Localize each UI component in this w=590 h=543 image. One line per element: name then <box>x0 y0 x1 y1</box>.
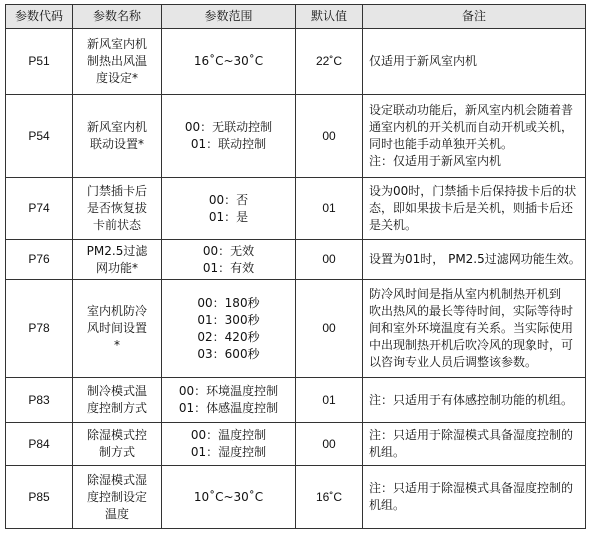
param-range-line: 01：联动控制 <box>190 137 267 151</box>
header-notes: 备注 <box>363 5 586 29</box>
param-notes-line: 中出现制热开机后吹冷风的现象时，可 <box>369 338 574 352</box>
param-code: P76 <box>6 240 73 280</box>
param-range-line: 00：180秒 <box>197 295 260 310</box>
param-notes-line: 机组。 <box>369 445 406 459</box>
param-code: P85 <box>6 466 73 529</box>
param-range-line: 00：无联动控制 <box>184 120 273 134</box>
param-range-line: 01：湿度控制 <box>190 445 267 459</box>
param-notes <box>363 466 586 529</box>
param-range <box>162 423 296 466</box>
param-name-line: * <box>114 338 120 352</box>
param-name <box>73 280 162 378</box>
param-default: 22˚C <box>296 29 363 95</box>
param-name-line: 联动设置* <box>89 137 144 151</box>
param-name-line: 卡前状态 <box>92 218 141 232</box>
param-range <box>162 280 296 378</box>
param-range-line: 10˚C~30˚C <box>193 489 264 504</box>
param-name <box>73 466 162 529</box>
header-range: 参数范围 <box>162 5 296 29</box>
param-range <box>162 95 296 178</box>
param-range-line: 03：600秒 <box>197 346 260 361</box>
header-name: 参数名称 <box>73 5 162 29</box>
param-default: 00 <box>296 240 363 280</box>
param-code: P84 <box>6 423 73 466</box>
param-name-line: 温度 <box>104 506 129 521</box>
param-notes-line: 仅适用于新风室内机 <box>369 54 478 68</box>
param-notes-line: 态，即如果拔卡后是关机，则插卡后还 <box>369 201 574 215</box>
param-notes-line: 同时也能手动单独开关机。 <box>369 137 514 151</box>
param-range <box>162 29 296 95</box>
param-default: 00 <box>296 95 363 178</box>
param-name <box>73 423 162 466</box>
param-code: P51 <box>6 29 73 95</box>
param-code: P54 <box>6 95 73 178</box>
param-default: 01 <box>296 378 363 423</box>
param-notes-line: 通室内机的开关机而自动开机或关机， <box>369 120 574 134</box>
param-name-line: 门禁插卡后 <box>86 184 147 198</box>
param-notes <box>363 240 586 280</box>
param-notes-line: 以咨询专业人员后调整该参数。 <box>369 355 538 369</box>
param-range-line: 00：环境温度控制 <box>178 384 279 398</box>
param-notes-line: 注：只适用于有体感控制功能的机组。 <box>369 392 574 407</box>
param-name-line: 是否恢复拔 <box>86 201 147 215</box>
param-notes-line: 注：仅适用于新风室内机 <box>369 154 502 168</box>
header-default: 默认值 <box>296 5 363 29</box>
param-name-line: 除湿模式控 <box>86 428 147 442</box>
param-notes-line: 吹出热风的最长等待时间，实际等待时 <box>369 304 574 318</box>
param-name-line: 新风室内机 <box>86 37 147 51</box>
param-range <box>162 466 296 529</box>
table-row <box>6 29 586 95</box>
param-default: 16˚C <box>296 466 363 529</box>
param-name-line: 度设定* <box>95 71 138 85</box>
param-name-line: 制热出风温 <box>86 54 147 68</box>
table-row <box>6 240 586 280</box>
param-notes-line: 设为00时，门禁插卡后保持拔卡后的状 <box>369 184 577 198</box>
param-range-line: 01：体感温度控制 <box>178 401 279 415</box>
param-notes-line: 防冷风时间是指从室内机制热开机到 <box>369 287 562 301</box>
param-notes <box>363 29 586 95</box>
param-range <box>162 240 296 280</box>
parameter-table <box>5 4 586 529</box>
param-range-line: 00：温度控制 <box>190 428 267 442</box>
param-notes-line: 注：只适用于除湿模式具备湿度控制的 <box>369 481 574 495</box>
param-name-line: 风时间设置 <box>86 321 147 335</box>
param-range-line: 02：420秒 <box>197 329 260 344</box>
header-code: 参数代码 <box>6 5 73 29</box>
param-notes-line: 间和室外环境温度有关系。当实际使用 <box>369 321 574 335</box>
param-default: 00 <box>296 423 363 466</box>
param-name-line: 制冷模式温 <box>86 384 147 398</box>
param-notes-line: 设置为01时， PM2.5过滤网功能生效。 <box>369 252 581 266</box>
param-range-line: 01：300秒 <box>197 312 260 327</box>
param-name <box>73 240 162 280</box>
table-row <box>6 466 586 529</box>
param-name-line: 新风室内机 <box>86 120 147 134</box>
param-notes-line: 设定联动功能后，新风室内机会随着普 <box>369 103 574 117</box>
param-name <box>73 29 162 95</box>
param-default: 00 <box>296 280 363 378</box>
param-range <box>162 178 296 240</box>
param-range-line: 01：有效 <box>202 260 255 275</box>
param-notes <box>363 378 586 423</box>
param-notes-line: 是关机。 <box>369 218 418 232</box>
param-notes <box>363 95 586 178</box>
param-code: P83 <box>6 378 73 423</box>
param-code: P74 <box>6 178 73 240</box>
param-notes <box>363 178 586 240</box>
table-row <box>6 378 586 423</box>
table-row <box>6 280 586 378</box>
param-range-line: 00：否 <box>208 192 249 207</box>
param-name-line: 制方式 <box>98 445 135 459</box>
param-name-line: 度控制方式 <box>86 401 147 415</box>
param-name-line: 除湿模式湿 <box>86 472 147 487</box>
param-default: 01 <box>296 178 363 240</box>
param-code: P78 <box>6 280 73 378</box>
param-range-line: 00：无效 <box>202 243 255 258</box>
param-notes-line: 注：只适用于除湿模式具备湿度控制的 <box>369 428 574 442</box>
table-row <box>6 178 586 240</box>
param-name <box>73 178 162 240</box>
param-notes <box>363 423 586 466</box>
table-header-row <box>6 5 586 29</box>
param-name-line: PM2.5过滤 <box>86 243 148 258</box>
param-notes-line: 机组。 <box>369 498 406 512</box>
param-name-line: 度控制设定 <box>86 489 147 504</box>
param-range-line: 01：是 <box>208 209 249 224</box>
param-name-line: 网功能* <box>95 260 138 275</box>
param-name <box>73 378 162 423</box>
table-row <box>6 423 586 466</box>
param-range-line: 16˚C~30˚C <box>193 54 264 68</box>
param-name <box>73 95 162 178</box>
param-name-line: 室内机防冷 <box>86 304 147 318</box>
table-row <box>6 95 586 178</box>
param-notes <box>363 280 586 378</box>
param-range <box>162 378 296 423</box>
